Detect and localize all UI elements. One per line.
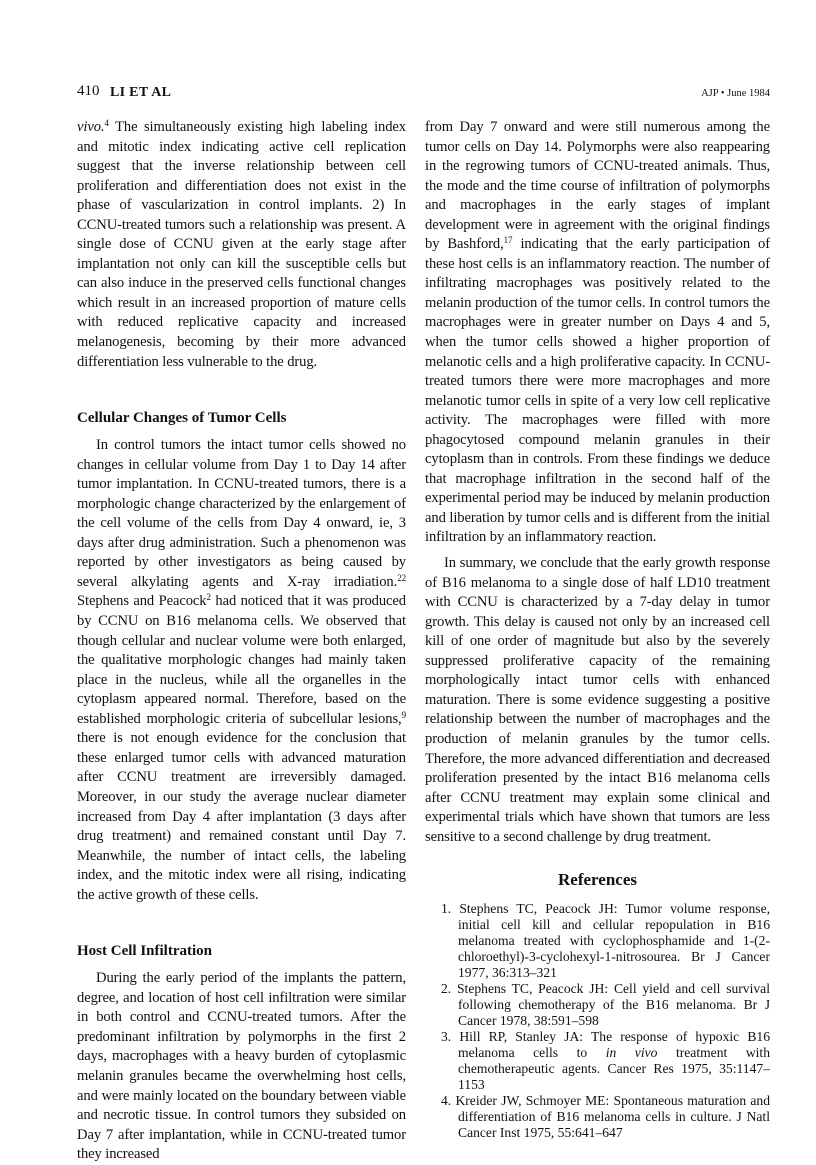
right-column (425, 118, 770, 1141)
left-column (77, 118, 406, 1165)
body-text: During the early period of the implants the pattern, degree, and location of host cell infiltration were similar in both control and CCNU-treated tumors. After the predominant infiltration by polymorphs in the first 2 days, macrophages with a heavy burden of cytoplasmic melanin granules became the overwhelming host cells, and were mainly located on the boundary between viable and necrotic tissue. In control tumors they subsided on Day 7 after implantation, while in CCNU-treated tumor they increased (77, 970, 406, 1163)
right-paragraph-1 (425, 118, 770, 548)
reference-item: 2. Stephens TC, Peacock JH: Cell yield and cell survival following chemotherapy of the B16 melanoma. Br J Cancer 1978, 38:591–598 (441, 981, 770, 1029)
citation: 17 (503, 235, 513, 246)
references-heading: References (558, 870, 637, 890)
body-text: indicating that the early participation of these host cells is an inflammatory reaction. The number of infiltrating macrophages was positively related to the melanin production of the tumor cells. In control tumors the macrophages were in greater number on Days 4 and 5, when the tumor cells showed a higher proportion of melanotic cells and a high proliferative capacity. In CCNU-treated tumors there were more macrophages and more melanotic tumor cells in spite of a very low cell replicative activity. The macrophages were filled with more phagocytosed compound melanin granules in their cytoplasm than in controls. From these findings we deduce that macrophage infiltration in the second half of the experimental period may be induced by melanin production and liberation by tumor cells and is different from the initial infiltration by an inflammatory reaction. (425, 236, 770, 546)
reference-item: 4. Kreider JW, Schmoyer ME: Spontaneous maturation and differentiation of B16 melanoma cells in culture. J Natl Cancer Inst 1975, 55:641–647 (441, 1093, 770, 1141)
body-text: there is not enough evidence for the conclusion that these enlarged tumor cells with advanced maturation after CCNU treatment are irreversibly damaged. Moreover, in our study the average nuclear diameter increased from Day 4 after implantation (3 days after drug treatment) and remained constant until Day 7. Meanwhile, the number of intact cells, the labeling index, and the mitotic index were all rising, indicating the active growth of these cells. (77, 730, 406, 903)
italic-text: vivo. (77, 119, 105, 135)
body-text: Stephens and Peacock (77, 593, 207, 610)
reference-text: 3. Hill RP, Stanley JA: The response of hypoxic B16 melanoma cells to (441, 1029, 770, 1061)
left-paragraph-3 (77, 969, 406, 1164)
section-heading-cellular-changes: Cellular Changes of Tumor Cells (77, 410, 287, 427)
left-paragraph-2 (77, 436, 406, 905)
reference-item: 1. Stephens TC, Peacock JH: Tumor volume response, initial cell kill and cellular repopulation in B16 melanoma treated with cyclophosphamide and 1-(2-chloroethyl)-3-cyclohexyl-1-nitrosourea. Br J Cancer 1977, 36:313–321 (441, 901, 770, 981)
running-head-authors: LI ET AL (110, 85, 172, 100)
page-number: 410 (77, 83, 100, 99)
body-text: had noticed that it was produced by CCNU on B16 melanoma cells. We observed that though cellular and nuclear volume were both enlarged, the qualitative morphologic changes had mainly taken place in the nucleus, while all the organelles in the cytoplasm appeared normal. Therefore, based on the established morphologic criteria of subcellular lesions, (77, 593, 406, 727)
body-text: In control tumors the intact tumor cells showed no changes in cellular volume from Day 1 to Day 14 after tumor implantation. In CCNU-treated tumors, there is a morphologic change characterized by the enlargement of the cell volume of the cells from Day 4 onward, ie, 3 days after drug administration. Such a phenomenon was reported by other investigators as being caused by several alkylating agents and X-ray irradiation. (77, 437, 406, 590)
body-text: In summary, we conclude that the early growth response of B16 melanoma to a single dose of half LD10 treatment with CCNU is characterized by a 7-day delay in tumor growth. This delay is caused not only by an increased cell kill of one order of magnitude but also by the severely suppressed proliferative capacity of the remaining morphologically intact tumor cells with enhanced maturation. There is some evidence suggesting a positive relationship between the number of macrophages and the production of melanin granules by the tumor cells. Therefore, the more advanced differentiation and decreased proliferation presented by the intact B16 melanoma cells after CCNU treatment may explain some clinical and experimental trials which have shown that tumors are less sensitive to a second challenge by drug treatment. (425, 555, 770, 845)
reference-list (441, 901, 770, 1141)
citation: 4 (104, 118, 109, 128)
citation: 22 (397, 572, 406, 583)
section-heading-host-cell: Host Cell Infiltration (77, 943, 212, 960)
citation: 9 (401, 709, 406, 720)
body-text: from Day 7 onward and were still numerous among the tumor cells on Day 14. Polymorphs were also reappearing in the regrowing tumors of CCNU-treated animals. Thus, the mode and the time course of infiltration of polymorphs and macrophages in the early stages of implant development were in agreement with the original findings by Bashford, (425, 119, 770, 253)
italic-text: in vivo (605, 1045, 658, 1061)
body-text: The simultaneously existing high labeling index and mitotic index indicating active cell replication suggest that the inverse relationship between cell proliferation and differentiation does not exist in the phase of vascularization in control implants. 2) In CCNU-treated tumors such a relationship was present. A single dose of CCNU given at the early stage after implantation not only can kill the susceptible cells but can also induce in the preserved cells functional changes which result in an increased proportion of mature cells with reduced replicative capacity and increased melanogenesis, becoming by their more advanced differentiation less vulnerable to the drug. (77, 119, 406, 370)
reference-text: treatment with chemotherapeutic agents. Cancer Res 1975, 35:1147–1153 (458, 1045, 770, 1093)
left-paragraph-1 (77, 118, 406, 372)
citation: 2 (206, 592, 211, 603)
reference-item (441, 1029, 770, 1093)
right-paragraph-2 (425, 554, 770, 847)
running-head-journal: AJP • June 1984 (701, 88, 770, 99)
